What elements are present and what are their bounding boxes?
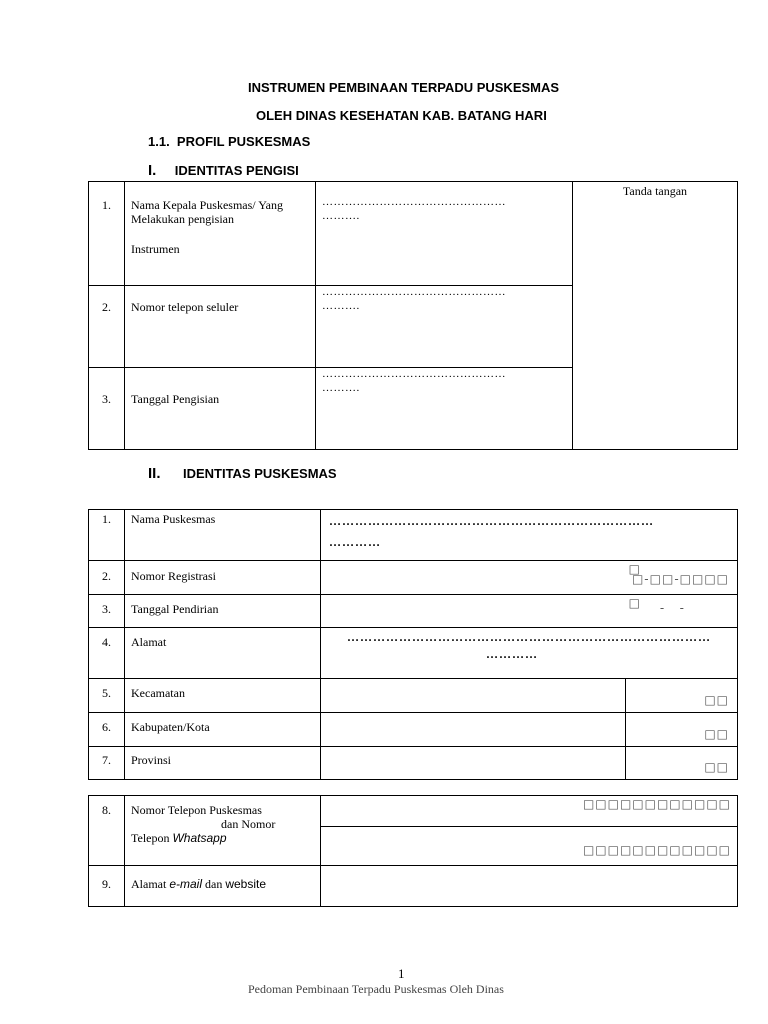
row-label: Tanggal Pendirian: [125, 595, 321, 628]
founding-date-field[interactable]: [321, 595, 738, 628]
subsection-1-heading: [148, 162, 299, 180]
subsection-2-title: IDENTITAS PUSKESMAS: [182, 466, 337, 481]
row-label: Nama Puskesmas: [125, 510, 321, 561]
table-row: [89, 796, 738, 827]
whatsapp-boxes: □□□□□□□□□□□□: [582, 843, 731, 857]
row-number: 2.: [89, 286, 125, 368]
code-box: □: [628, 562, 641, 576]
row-number: 7.: [89, 747, 125, 780]
page-number: 1: [398, 966, 405, 981]
table-row: [89, 628, 738, 679]
kabupaten-code-cell[interactable]: [626, 713, 738, 747]
table-row: [89, 747, 738, 780]
row-label: Tanggal Pengisian: [125, 368, 316, 450]
row-number: 1.: [89, 510, 125, 561]
section-heading: [148, 134, 310, 149]
phone-field[interactable]: ………………………………………… ……….: [316, 286, 573, 368]
row-label: Nomor Registrasi: [125, 561, 321, 595]
kecamatan-field[interactable]: [321, 679, 626, 713]
registration-code-boxes: □-□□-□□□□: [631, 572, 729, 586]
subsection-1-roman: I.: [148, 162, 157, 179]
signature-cell[interactable]: [573, 182, 738, 450]
row-number: 9.: [89, 866, 125, 907]
row-number: 8.: [89, 796, 125, 866]
row-number: 1.: [89, 182, 125, 286]
document-subtitle: OLEH DINAS KESEHATAN KAB. BATANG HARI: [256, 108, 547, 123]
email-website-field[interactable]: [321, 866, 738, 907]
provinsi-code-cell[interactable]: [626, 747, 738, 780]
row-label: Nama Kepala Puskesmas/ Yang Melakukan pengisian Instrumen: [125, 182, 316, 286]
identitas-pengisi-table: [88, 181, 738, 450]
row-number: 2.: [89, 561, 125, 595]
code-boxes: □□: [704, 727, 729, 741]
row-number: 5.: [89, 679, 125, 713]
row-label: Kabupaten/Kota: [125, 713, 321, 747]
footer-text: Pedoman Pembinaan Terpadu Puskesmas Oleh Dinas: [248, 982, 504, 996]
table-row: [89, 182, 738, 286]
row-label: Kecamatan: [125, 679, 321, 713]
date-separators: - -: [659, 601, 685, 615]
section-number: 1.1.: [148, 134, 170, 149]
table-row: [89, 561, 738, 595]
table-row: [89, 679, 738, 713]
identitas-puskesmas-table: [88, 509, 738, 780]
signer-name-field[interactable]: ………………………………………… ……….: [316, 182, 573, 286]
provinsi-field[interactable]: [321, 747, 626, 780]
row-number: 4.: [89, 628, 125, 679]
subsection-2-heading: [148, 465, 337, 483]
code-boxes: □□: [704, 693, 729, 707]
code-box: □: [628, 596, 641, 610]
subsection-2-roman: II.: [148, 465, 161, 482]
signature-label: Tanda tangan: [622, 184, 688, 198]
contact-table: [88, 795, 738, 907]
subsection-1-title: IDENTITAS PENGISI: [174, 163, 299, 178]
phone-boxes: □□□□□□□□□□□□: [582, 797, 731, 811]
table-row: [89, 866, 738, 907]
date-field[interactable]: ………………………………………… ……….: [316, 368, 573, 450]
table-row: [89, 510, 738, 561]
table-row: [89, 595, 738, 628]
row-label: Nomor Telepon Puskesmas dan Nomor Telepon Whatsapp: [125, 796, 321, 866]
row-label: Provinsi: [125, 747, 321, 780]
kabupaten-field[interactable]: [321, 713, 626, 747]
kecamatan-code-cell[interactable]: [626, 679, 738, 713]
row-number: 3.: [89, 368, 125, 450]
whatsapp-phone-field[interactable]: [321, 827, 738, 866]
row-label: Alamat: [125, 628, 321, 679]
row-label: Alamat e-mail dan website: [125, 866, 321, 907]
registration-number-field[interactable]: [321, 561, 738, 595]
document-title: INSTRUMEN PEMBINAAN TERPADU PUSKESMAS: [248, 80, 560, 95]
code-boxes: □□: [704, 760, 729, 774]
row-number: 3.: [89, 595, 125, 628]
section-title: PROFIL PUSKESMAS: [176, 134, 311, 149]
row-number: 6.: [89, 713, 125, 747]
row-label: Nomor telepon seluler: [125, 286, 316, 368]
puskesmas-name-field[interactable]: ………………………………………………………………… …………: [321, 510, 738, 561]
address-field[interactable]: ………………………………………………………………………… …………: [321, 628, 738, 679]
table-row: [89, 713, 738, 747]
puskesmas-phone-field[interactable]: [321, 796, 738, 827]
